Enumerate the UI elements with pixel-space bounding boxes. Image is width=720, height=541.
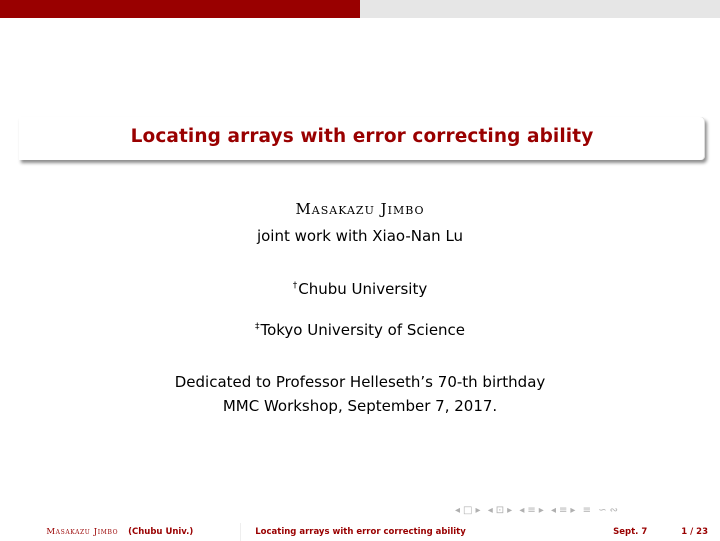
- nav-section-next-icon[interactable]: ▸: [538, 505, 545, 516]
- nav-forward-icon[interactable]: ∾: [609, 505, 619, 516]
- coauthor-line: joint work with Xiao-Nan Lu: [256, 227, 464, 245]
- dagger-mark: †: [292, 281, 298, 291]
- footer: [0, 523, 720, 541]
- progress-bar: [0, 0, 720, 18]
- footer-date-section: [480, 523, 720, 541]
- nav-doc-icon[interactable]: ≡: [559, 505, 569, 516]
- nav-doc-next-icon[interactable]: ▸: [570, 505, 577, 516]
- double-dagger-mark: ‡: [254, 322, 260, 332]
- author-name: Masakazu Jimbo: [295, 200, 425, 218]
- nav-subsection-prev-icon[interactable]: ◂: [487, 505, 494, 516]
- slide-title: Locating arrays with error correcting ability: [130, 126, 594, 147]
- footer-author-section: [0, 523, 240, 541]
- affiliation-tokyo-name: Tokyo University of Science: [260, 321, 466, 339]
- venue-line: MMC Workshop, September 7, 2017.: [222, 397, 498, 415]
- nav-doc-prev-icon[interactable]: ◂: [550, 505, 558, 516]
- title-block: [19, 117, 705, 160]
- nav-frame-prev-icon[interactable]: ◂: [455, 505, 462, 516]
- dedication-line: Dedicated to Professor Helleseth’s 70-th birthday: [174, 373, 546, 391]
- affiliation-chubu: [0, 280, 720, 298]
- nav-section-prev-icon[interactable]: ◂: [519, 505, 526, 516]
- nav-frame-icon[interactable]: □: [463, 505, 474, 516]
- footer-title-section: [240, 523, 481, 541]
- affiliation-tokyo: [0, 321, 720, 339]
- footer-page-number: 1 / 23: [681, 527, 709, 537]
- progress-bar-fill: [0, 0, 360, 18]
- navigation-symbols[interactable]: [455, 505, 715, 519]
- nav-section-icon[interactable]: ≡: [527, 505, 537, 516]
- nav-frame-next-icon[interactable]: ▸: [475, 505, 482, 516]
- nav-subsection-icon[interactable]: ⊡: [495, 505, 506, 516]
- nav-appendix-icon[interactable]: ≡: [582, 505, 593, 516]
- nav-back-icon[interactable]: ∽: [598, 505, 608, 516]
- footer-author: Masakazu Jimbo: [46, 527, 119, 537]
- footer-institute: (Chubu Univ.): [128, 527, 194, 537]
- affiliation-chubu-name: Chubu University: [298, 280, 428, 298]
- nav-subsection-next-icon[interactable]: ▸: [507, 505, 514, 516]
- footer-date: Sept. 7: [613, 527, 648, 537]
- footer-title: Locating arrays with error correcting ability: [255, 527, 466, 537]
